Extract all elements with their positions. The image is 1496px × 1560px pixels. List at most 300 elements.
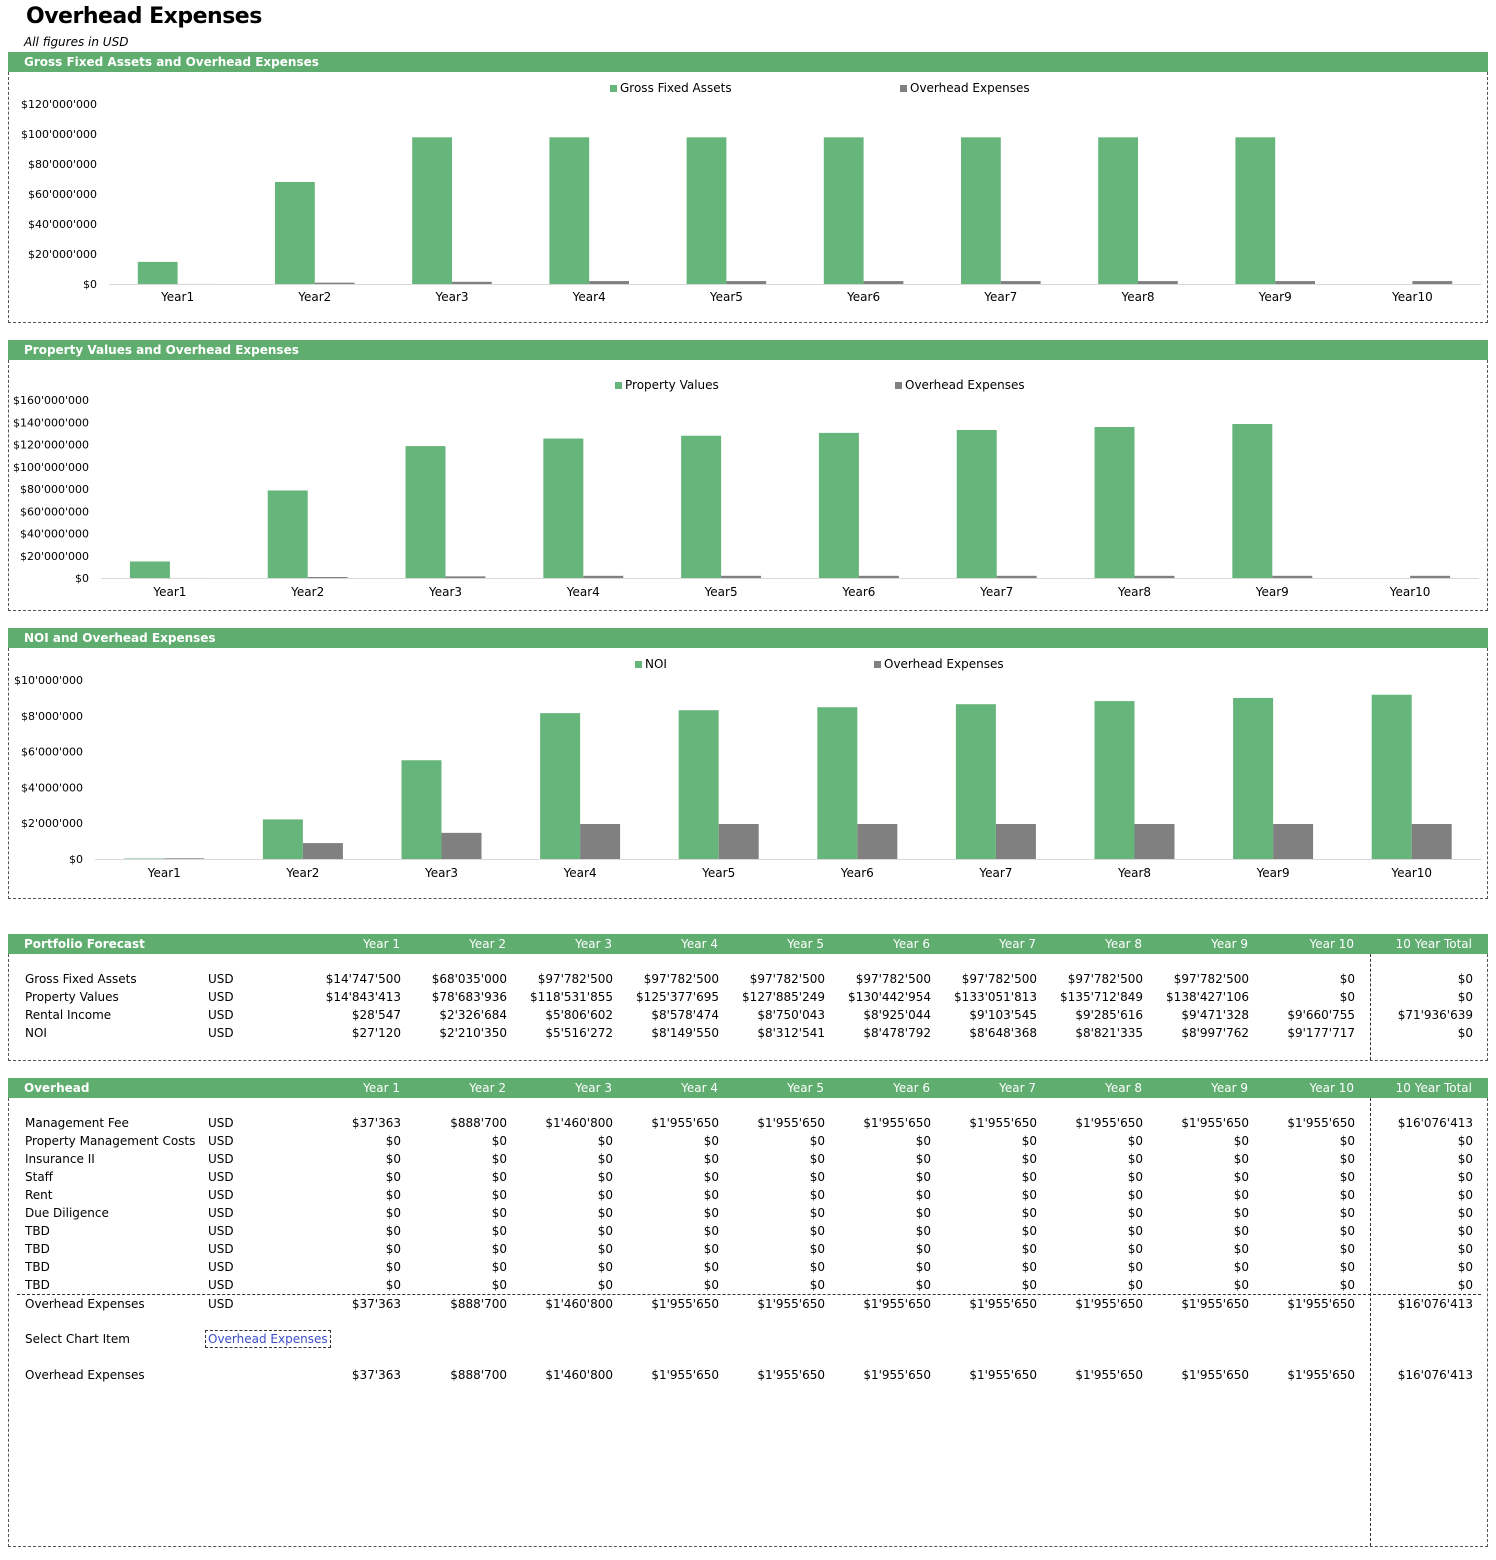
row-label: Overhead Expenses [25, 1368, 145, 1382]
row-value-1: $0 [385, 1188, 401, 1202]
row-value-4: $0 [703, 1278, 719, 1292]
x-tick-label: Year9 [1255, 585, 1289, 599]
bar-overhead-expenses [1138, 281, 1178, 284]
row-value-5: $0 [809, 1152, 825, 1166]
row-unit: USD [208, 1260, 234, 1274]
y-tick-label: $40'000'000 [19, 527, 89, 541]
row-value-8: $8'821'335 [1075, 1026, 1143, 1040]
bar-gross-fixed-assets [275, 182, 315, 284]
row-value-9: $1'955'650 [1181, 1116, 1249, 1130]
row-value-3: $0 [597, 1242, 613, 1256]
bar-gross-fixed-assets [961, 137, 1001, 284]
row-value-6: $130'442'954 [848, 990, 931, 1004]
bar-property-values [819, 433, 859, 578]
row-value-10: $0 [1339, 1152, 1355, 1166]
row-value-5: $1'955'650 [757, 1368, 825, 1382]
overhead-row [9, 1276, 1489, 1294]
total-column-divider [1370, 1098, 1371, 1546]
row-label: Staff [25, 1170, 53, 1184]
x-tick-label: Year1 [153, 585, 187, 599]
bar-property-values [957, 430, 997, 578]
row-value-10: $0 [1339, 1170, 1355, 1184]
x-tick-label: Year8 [1121, 290, 1155, 304]
x-tick-label: Year7 [984, 290, 1018, 304]
row-label: NOI [25, 1026, 47, 1040]
bar-noi [679, 710, 719, 859]
row-value-8: $1'955'650 [1075, 1368, 1143, 1382]
row-value-7: $133'051'813 [954, 990, 1037, 1004]
row-value-1: $27'120 [351, 1026, 401, 1040]
bar-overhead-expenses [726, 281, 766, 284]
bar-overhead-expenses [857, 824, 897, 859]
overhead-header-3: Year 3 [575, 1081, 612, 1095]
row-value-5: $0 [809, 1134, 825, 1148]
row-value-3: $0 [597, 1224, 613, 1238]
bar-noi [956, 704, 996, 859]
legend-entry: Overhead Expenses [905, 378, 1025, 392]
row-value-8: $0 [1127, 1152, 1143, 1166]
row-value-4: $0 [703, 1188, 719, 1202]
row-value-8: $1'955'650 [1075, 1297, 1143, 1311]
row-value-8: $1'955'650 [1075, 1116, 1143, 1130]
y-tick-label: $40'000'000 [27, 218, 97, 231]
row-value-9: $138'427'106 [1166, 990, 1249, 1004]
row-label: TBD [25, 1278, 50, 1292]
x-tick-label: Year10 [1392, 290, 1433, 304]
bar-overhead-expenses [1412, 281, 1452, 284]
selected-item-row [9, 1366, 1489, 1384]
row-value-8: $0 [1127, 1224, 1143, 1238]
legend-swatch [900, 85, 907, 92]
bar-gross-fixed-assets [1235, 137, 1275, 284]
row-value-10: $1'955'650 [1287, 1116, 1355, 1130]
row-value-10: $0 [1339, 972, 1355, 986]
row-value-10: $0 [1339, 1206, 1355, 1220]
row-value-11: $0 [1457, 1170, 1473, 1184]
row-value-10: $0 [1339, 1224, 1355, 1238]
y-tick-label: $80'000'000 [27, 158, 97, 171]
row-value-6: $0 [915, 1260, 931, 1274]
row-label: Rent [25, 1188, 53, 1202]
bar-property-values [130, 561, 170, 578]
row-value-2: $0 [491, 1170, 507, 1184]
bar-overhead-expenses [1275, 281, 1315, 284]
overhead-header-11: 10 Year Total [1395, 1081, 1472, 1095]
row-value-8: $135'712'849 [1060, 990, 1143, 1004]
y-tick-label: $120'000'000 [12, 438, 89, 452]
row-value-5: $0 [809, 1224, 825, 1238]
row-value-5: $0 [809, 1278, 825, 1292]
bar-noi [1372, 695, 1412, 859]
row-value-2: $0 [491, 1206, 507, 1220]
row-value-4: $0 [703, 1170, 719, 1184]
row-unit: USD [208, 1116, 234, 1130]
row-value-11: $0 [1457, 1260, 1473, 1274]
row-value-4: $1'955'650 [651, 1297, 719, 1311]
overhead-row [9, 1168, 1489, 1186]
bar-overhead-expenses [583, 576, 623, 578]
row-value-7: $0 [1021, 1170, 1037, 1184]
x-tick-label: Year6 [842, 585, 876, 599]
legend-swatch [610, 85, 617, 92]
row-value-3: $1'460'800 [545, 1297, 613, 1311]
overhead-header-8: Year 8 [1105, 1081, 1142, 1095]
row-value-6: $0 [915, 1206, 931, 1220]
row-unit: USD [208, 972, 234, 986]
row-value-8: $0 [1127, 1188, 1143, 1202]
overhead-header-10: Year 10 [1309, 1081, 1354, 1095]
row-value-1: $14'843'413 [325, 990, 401, 1004]
row-value-2: $0 [491, 1260, 507, 1274]
row-value-4: $0 [703, 1224, 719, 1238]
x-tick-label: Year10 [1391, 866, 1433, 880]
row-value-2: $0 [491, 1188, 507, 1202]
y-tick-label: $60'000'000 [19, 505, 89, 519]
row-value-9: $0 [1233, 1188, 1249, 1202]
row-value-4: $0 [703, 1206, 719, 1220]
row-value-5: $0 [809, 1170, 825, 1184]
row-value-6: $0 [915, 1134, 931, 1148]
x-tick-label: Year4 [566, 585, 600, 599]
legend-entry: Overhead Expenses [910, 81, 1030, 95]
x-tick-label: Year3 [428, 585, 463, 599]
row-value-9: $0 [1233, 1134, 1249, 1148]
row-value-3: $0 [597, 1170, 613, 1184]
row-value-1: $14'747'500 [325, 972, 401, 986]
bar-overhead-expenses [589, 281, 629, 284]
row-value-4: $0 [703, 1134, 719, 1148]
row-value-11: $0 [1457, 1206, 1473, 1220]
overhead-row [9, 1114, 1489, 1132]
bar-overhead-expenses [1410, 576, 1450, 578]
chart3-box [8, 648, 1488, 899]
bar-gross-fixed-assets [1098, 137, 1138, 284]
portfolio-header-11: 10 Year Total [1395, 937, 1472, 951]
row-value-1: $0 [385, 1134, 401, 1148]
row-value-2: $0 [491, 1242, 507, 1256]
bar-gross-fixed-assets [549, 137, 589, 284]
x-tick-label: Year8 [1117, 585, 1152, 599]
portfolio-header-3: Year 3 [575, 937, 612, 951]
row-value-7: $97'782'500 [961, 972, 1037, 986]
y-tick-label: $2'000'000 [20, 817, 83, 831]
row-value-9: $97'782'500 [1173, 972, 1249, 986]
x-tick-label: Year2 [291, 585, 325, 599]
overhead-row [9, 1132, 1489, 1150]
bar-overhead-expenses [859, 576, 899, 578]
row-value-5: $127'885'249 [742, 990, 825, 1004]
page-title: Overhead Expenses [26, 4, 262, 29]
row-value-1: $0 [385, 1152, 401, 1166]
row-value-2: $888'700 [450, 1116, 507, 1130]
bar-overhead-expenses [452, 282, 492, 284]
row-value-9: $0 [1233, 1260, 1249, 1274]
bar-overhead-expenses [446, 576, 486, 578]
row-value-7: $8'648'368 [969, 1026, 1037, 1040]
x-tick-label: Year5 [702, 866, 736, 880]
row-value-9: $1'955'650 [1181, 1297, 1249, 1311]
legend-swatch [615, 382, 622, 389]
row-value-5: $1'955'650 [757, 1116, 825, 1130]
row-value-2: $0 [491, 1134, 507, 1148]
overhead-row [9, 1222, 1489, 1240]
bar-overhead-expenses [315, 283, 355, 284]
overhead-row [9, 1186, 1489, 1204]
row-value-6: $1'955'650 [863, 1116, 931, 1130]
row-value-8: $0 [1127, 1206, 1143, 1220]
row-value-9: $0 [1233, 1152, 1249, 1166]
row-value-8: $9'285'616 [1075, 1008, 1143, 1022]
row-value-1: $0 [385, 1260, 401, 1274]
x-tick-label: Year3 [435, 290, 469, 304]
overhead-row [9, 1150, 1489, 1168]
chart1-title: Gross Fixed Assets and Overhead Expenses [24, 55, 319, 69]
row-label: Property Management Costs [25, 1134, 196, 1148]
row-value-6: $0 [915, 1224, 931, 1238]
bar-gross-fixed-assets [687, 137, 727, 284]
y-tick-label: $8'000'000 [20, 709, 83, 723]
row-value-11: $0 [1457, 1224, 1473, 1238]
row-value-7: $0 [1021, 1152, 1037, 1166]
bar-overhead-expenses [864, 281, 904, 284]
row-unit: USD [208, 1008, 234, 1022]
bar-gross-fixed-assets [412, 137, 452, 284]
row-value-10: $0 [1339, 1242, 1355, 1256]
portfolio-row [9, 1024, 1489, 1042]
row-value-9: $0 [1233, 1206, 1249, 1220]
row-value-11: $0 [1457, 1188, 1473, 1202]
row-value-4: $1'955'650 [651, 1116, 719, 1130]
row-value-1: $28'547 [351, 1008, 401, 1022]
y-tick-label: $60'000'000 [27, 188, 97, 201]
x-tick-label: Year9 [1258, 290, 1292, 304]
row-value-11: $71'936'639 [1397, 1008, 1473, 1022]
row-value-8: $0 [1127, 1278, 1143, 1292]
y-tick-label: $80'000'000 [19, 483, 89, 496]
row-unit: USD [208, 990, 234, 1004]
overhead-table [8, 1098, 1488, 1547]
y-tick-label: $20'000'000 [27, 248, 97, 261]
bar-overhead-expenses [719, 824, 759, 859]
bar-property-values [543, 439, 583, 578]
row-value-9: $1'955'650 [1181, 1368, 1249, 1382]
row-value-10: $1'955'650 [1287, 1368, 1355, 1382]
bar-overhead-expenses [1273, 824, 1313, 859]
portfolio-row [9, 1006, 1489, 1024]
overhead-header-1: Year 1 [363, 1081, 400, 1095]
row-value-1: $0 [385, 1170, 401, 1184]
row-value-1: $37'363 [351, 1368, 401, 1382]
x-tick-label: Year5 [709, 290, 743, 304]
legend-swatch [895, 382, 902, 389]
y-tick-label: $6'000'000 [20, 745, 83, 759]
portfolio-header-5: Year 5 [787, 937, 824, 951]
row-value-4: $1'955'650 [651, 1368, 719, 1382]
row-value-2: $2'210'350 [439, 1026, 507, 1040]
portfolio-table [8, 954, 1488, 1061]
x-tick-label: Year4 [572, 290, 606, 304]
row-value-7: $0 [1021, 1278, 1037, 1292]
row-value-2: $0 [491, 1278, 507, 1292]
y-tick-label: $10'000'000 [13, 674, 83, 687]
row-value-3: $0 [597, 1188, 613, 1202]
portfolio-title: Portfolio Forecast [24, 937, 145, 951]
row-value-3: $118'531'855 [530, 990, 613, 1004]
row-value-6: $0 [915, 1278, 931, 1292]
row-value-6: $97'782'500 [855, 972, 931, 986]
row-value-10: $0 [1339, 1134, 1355, 1148]
bar-overhead-expenses [308, 577, 348, 578]
overhead-title: Overhead [24, 1081, 90, 1095]
legend-entry: Overhead Expenses [884, 657, 1004, 671]
row-value-5: $97'782'500 [749, 972, 825, 986]
page-subtitle: All figures in USD [24, 35, 129, 49]
y-tick-label: $140'000'000 [12, 416, 89, 430]
legend-swatch [635, 661, 642, 668]
row-value-10: $0 [1339, 990, 1355, 1004]
row-label: TBD [25, 1242, 50, 1256]
overhead-row [9, 1240, 1489, 1258]
row-value-2: $888'700 [450, 1368, 507, 1382]
row-value-10: $0 [1339, 1188, 1355, 1202]
row-value-5: $0 [809, 1188, 825, 1202]
row-value-3: $0 [597, 1260, 613, 1274]
x-tick-label: Year1 [161, 290, 195, 304]
row-value-4: $0 [703, 1242, 719, 1256]
row-value-5: $1'955'650 [757, 1297, 825, 1311]
select-chart-row [9, 1330, 1489, 1348]
overhead-header-9: Year 9 [1211, 1081, 1248, 1095]
row-value-7: $1'955'650 [969, 1297, 1037, 1311]
y-tick-label: $100'000'000 [20, 128, 97, 141]
row-value-2: $0 [491, 1224, 507, 1238]
y-tick-label: $160'000'000 [12, 394, 89, 407]
select-chart-item-dropdown[interactable]: Overhead Expenses [205, 1330, 331, 1348]
row-label: TBD [25, 1224, 50, 1238]
row-value-3: $0 [597, 1278, 613, 1292]
row-value-10: $9'177'717 [1287, 1026, 1355, 1040]
portfolio-header-4: Year 4 [681, 937, 718, 951]
gross-fixed-assets-chart [9, 72, 1487, 322]
row-value-1: $37'363 [351, 1297, 401, 1311]
portfolio-header [8, 934, 1488, 954]
row-label: Due Diligence [25, 1206, 109, 1220]
row-value-8: $0 [1127, 1170, 1143, 1184]
row-value-11: $16'076'413 [1397, 1116, 1473, 1130]
row-value-4: $8'149'550 [651, 1026, 719, 1040]
row-value-6: $1'955'650 [863, 1368, 931, 1382]
row-value-11: $0 [1457, 1152, 1473, 1166]
row-value-5: $0 [809, 1206, 825, 1220]
row-value-9: $0 [1233, 1170, 1249, 1184]
portfolio-header-6: Year 6 [893, 937, 930, 951]
row-value-11: $0 [1457, 972, 1473, 986]
row-value-1: $0 [385, 1242, 401, 1256]
row-value-11: $0 [1457, 1278, 1473, 1292]
row-value-4: $0 [703, 1260, 719, 1274]
x-tick-label: Year2 [298, 290, 332, 304]
row-value-10: $1'955'650 [1287, 1297, 1355, 1311]
legend-swatch [874, 661, 881, 668]
row-value-11: $16'076'413 [1397, 1297, 1473, 1311]
bar-overhead-expenses [996, 824, 1036, 859]
y-tick-label: $0 [69, 853, 83, 866]
row-value-7: $1'955'650 [969, 1368, 1037, 1382]
row-label: TBD [25, 1260, 50, 1274]
overhead-header-6: Year 6 [893, 1081, 930, 1095]
row-value-3: $1'460'800 [545, 1368, 613, 1382]
row-value-6: $0 [915, 1170, 931, 1184]
row-unit: USD [208, 1170, 234, 1184]
bar-overhead-expenses [303, 843, 343, 859]
row-value-7: $0 [1021, 1260, 1037, 1274]
x-tick-label: Year2 [286, 866, 320, 880]
x-tick-label: Year4 [563, 866, 597, 880]
row-value-1: $0 [385, 1278, 401, 1292]
property-values-chart [9, 360, 1487, 610]
bar-noi [540, 713, 580, 859]
bar-overhead-expenses [1412, 824, 1452, 859]
bar-gross-fixed-assets [824, 137, 864, 284]
chart2-header [8, 340, 1488, 360]
chart1-header [8, 52, 1488, 72]
overhead-header-4: Year 4 [681, 1081, 718, 1095]
row-value-7: $1'955'650 [969, 1116, 1037, 1130]
row-value-6: $0 [915, 1188, 931, 1202]
overhead-header-7: Year 7 [999, 1081, 1036, 1095]
row-value-10: $0 [1339, 1278, 1355, 1292]
x-tick-label: Year8 [1117, 866, 1152, 880]
noi-chart [9, 648, 1487, 898]
bar-property-values [1095, 427, 1135, 578]
row-value-2: $0 [491, 1152, 507, 1166]
x-tick-label: Year6 [840, 866, 874, 880]
row-value-7: $0 [1021, 1206, 1037, 1220]
row-value-6: $8'925'044 [863, 1008, 931, 1022]
x-tick-label: Year6 [847, 290, 881, 304]
row-value-5: $0 [809, 1242, 825, 1256]
y-tick-label: $4'000'000 [20, 781, 83, 795]
row-value-8: $97'782'500 [1067, 972, 1143, 986]
row-value-3: $5'516'272 [545, 1026, 613, 1040]
chart3-title: NOI and Overhead Expenses [24, 631, 216, 645]
row-value-1: $0 [385, 1206, 401, 1220]
row-value-3: $97'782'500 [537, 972, 613, 986]
x-tick-label: Year1 [147, 866, 181, 880]
row-value-6: $0 [915, 1242, 931, 1256]
y-tick-label: $120'000'000 [20, 98, 97, 111]
row-value-9: $0 [1233, 1278, 1249, 1292]
row-value-3: $0 [597, 1152, 613, 1166]
bar-overhead-expenses [1001, 281, 1041, 284]
row-value-11: $16'076'413 [1397, 1368, 1473, 1382]
row-unit: USD [208, 1278, 234, 1292]
bar-property-values [406, 446, 446, 578]
row-value-9: $0 [1233, 1224, 1249, 1238]
bar-overhead-expenses [442, 833, 482, 859]
bar-overhead-expenses [997, 576, 1037, 578]
y-tick-label: $20'000'000 [19, 549, 89, 563]
y-tick-label: $0 [83, 278, 97, 291]
row-value-8: $0 [1127, 1134, 1143, 1148]
row-value-3: $0 [597, 1134, 613, 1148]
row-value-2: $68'035'000 [431, 972, 507, 986]
row-value-4: $125'377'695 [636, 990, 719, 1004]
bar-noi [1095, 701, 1135, 859]
row-value-4: $97'782'500 [643, 972, 719, 986]
row-value-5: $8'312'541 [757, 1026, 825, 1040]
row-value-9: $0 [1233, 1242, 1249, 1256]
